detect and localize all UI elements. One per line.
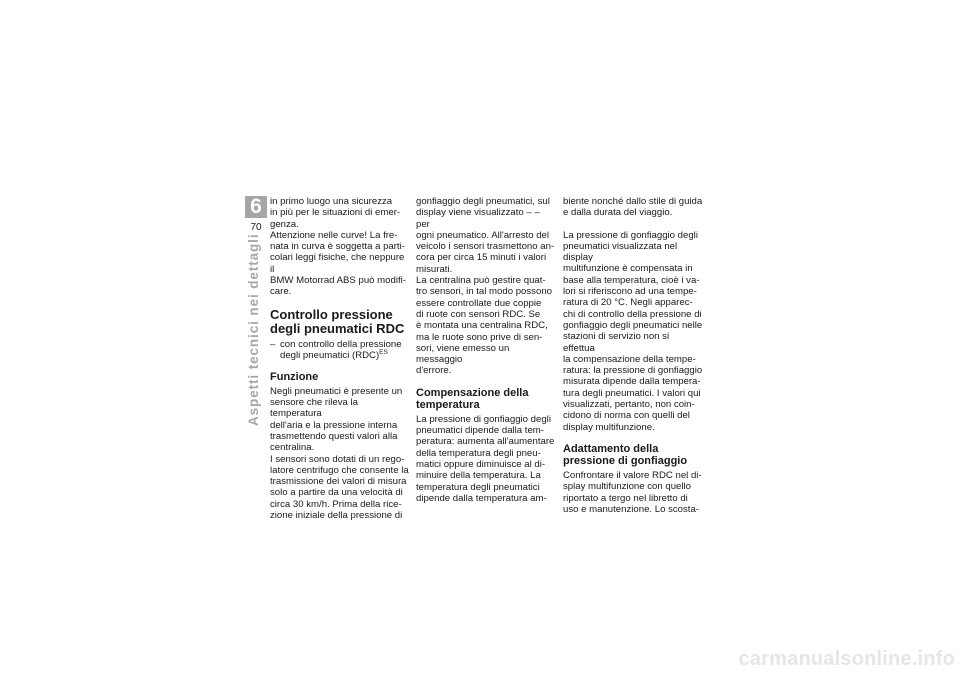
section-heading: Controllo pressione degli pneumatici RDC [270, 306, 405, 336]
paragraph: biente nonché dallo stile di guida e dalla durata del viaggio. [563, 196, 703, 219]
chapter-number: 6 [245, 196, 267, 218]
text-column-3 [563, 196, 703, 515]
paragraph: La centralina può gestire quat- tro sensori, in tal modo possono essere controllate due coppie di ruote con sensori RDC. Se è montata una centralina RDC, ma le ruote sono prive di sen- sori, viene emesso un messaggio d'errore. [416, 275, 552, 377]
paragraph: La pressione di gonfiaggio degli pneumatici visualizzata nel display multifunzione è compensata in base alla temperatura, cioè i va- lori si riferiscono ad una tempe- ratura di 20 °C. Negli apparec- chi di controllo della pressione di gonfiaggio degli pneumatici nelle stazioni di servizio non si effettua la compensazione della tempe- ratura: la pressione di gonfiaggio misurata dipende dalla tempera- tura degli pneumatici. I valori qui visualizzati, pertanto, non coin- cidono di norma con quelli del display multifunzione. [563, 229, 703, 433]
subheading: Adattamento della pressione di gonfiaggio [563, 442, 688, 468]
subheading: Funzione [270, 371, 319, 384]
subheading: Compensazione della temperatura [416, 386, 529, 412]
equipment-code: ES [379, 348, 388, 356]
chapter-sidebar [245, 196, 267, 436]
feature-list [270, 339, 410, 362]
paragraph: Negli pneumatici è presente un sensore che rileva la temperatura dell'aria e la pressione interna trasmettendo questi valori alla centralina. [270, 385, 403, 454]
paragraph: Confrontare il valore RDC nel di- splay multifunzione con quello riportato a tergo nel libretto di uso e manutenzione. Lo scosta- [563, 469, 702, 515]
text-column-1 [270, 196, 410, 521]
paragraph: Attenzione nelle curve! La fre- nata in curva è soggetta a parti- colari leggi fisiche, che neppure il BMW Motorrad ABS può modifi- care. [270, 229, 406, 298]
paragraph: gonfiaggio degli pneumatici, sul display viene visualizzato – – per ogni pneumatico. All'arresto del veicolo i sensori trasmettono an- cora per circa 15 minuti i valori misurati. [416, 196, 555, 275]
section-title-vertical: Aspetti tecnici nei dettagli [246, 233, 261, 426]
paragraph: in primo luogo una sicurezza in più per le situazioni di emer- genza. [270, 196, 401, 230]
text-column-2 [416, 196, 556, 504]
page-number: 70 [250, 222, 262, 233]
paragraph: I sensori sono dotati di un rego- latore centrifugo che consente la trasmissione dei valori di misura solo a partire da una velocità di circa 30 km/h. Prima della rice- zione iniziale della pressione di [270, 453, 409, 522]
paragraph: La pressione di gonfiaggio degli pneumatici dipende dalla tem- peratura: aumenta all'aumentare della temperatura degli pneu- matici oppure diminuisce al di- minuire della temperatura. La temperatura degli pneumatici dipende dalla temperatura am- [416, 413, 555, 504]
watermark: carmanualsonline.info [738, 648, 955, 670]
dash-bullet: – [270, 338, 276, 350]
list-item: – con controllo della pressione degli pneumatici (RDC)$^{ES}$ [270, 338, 402, 361]
